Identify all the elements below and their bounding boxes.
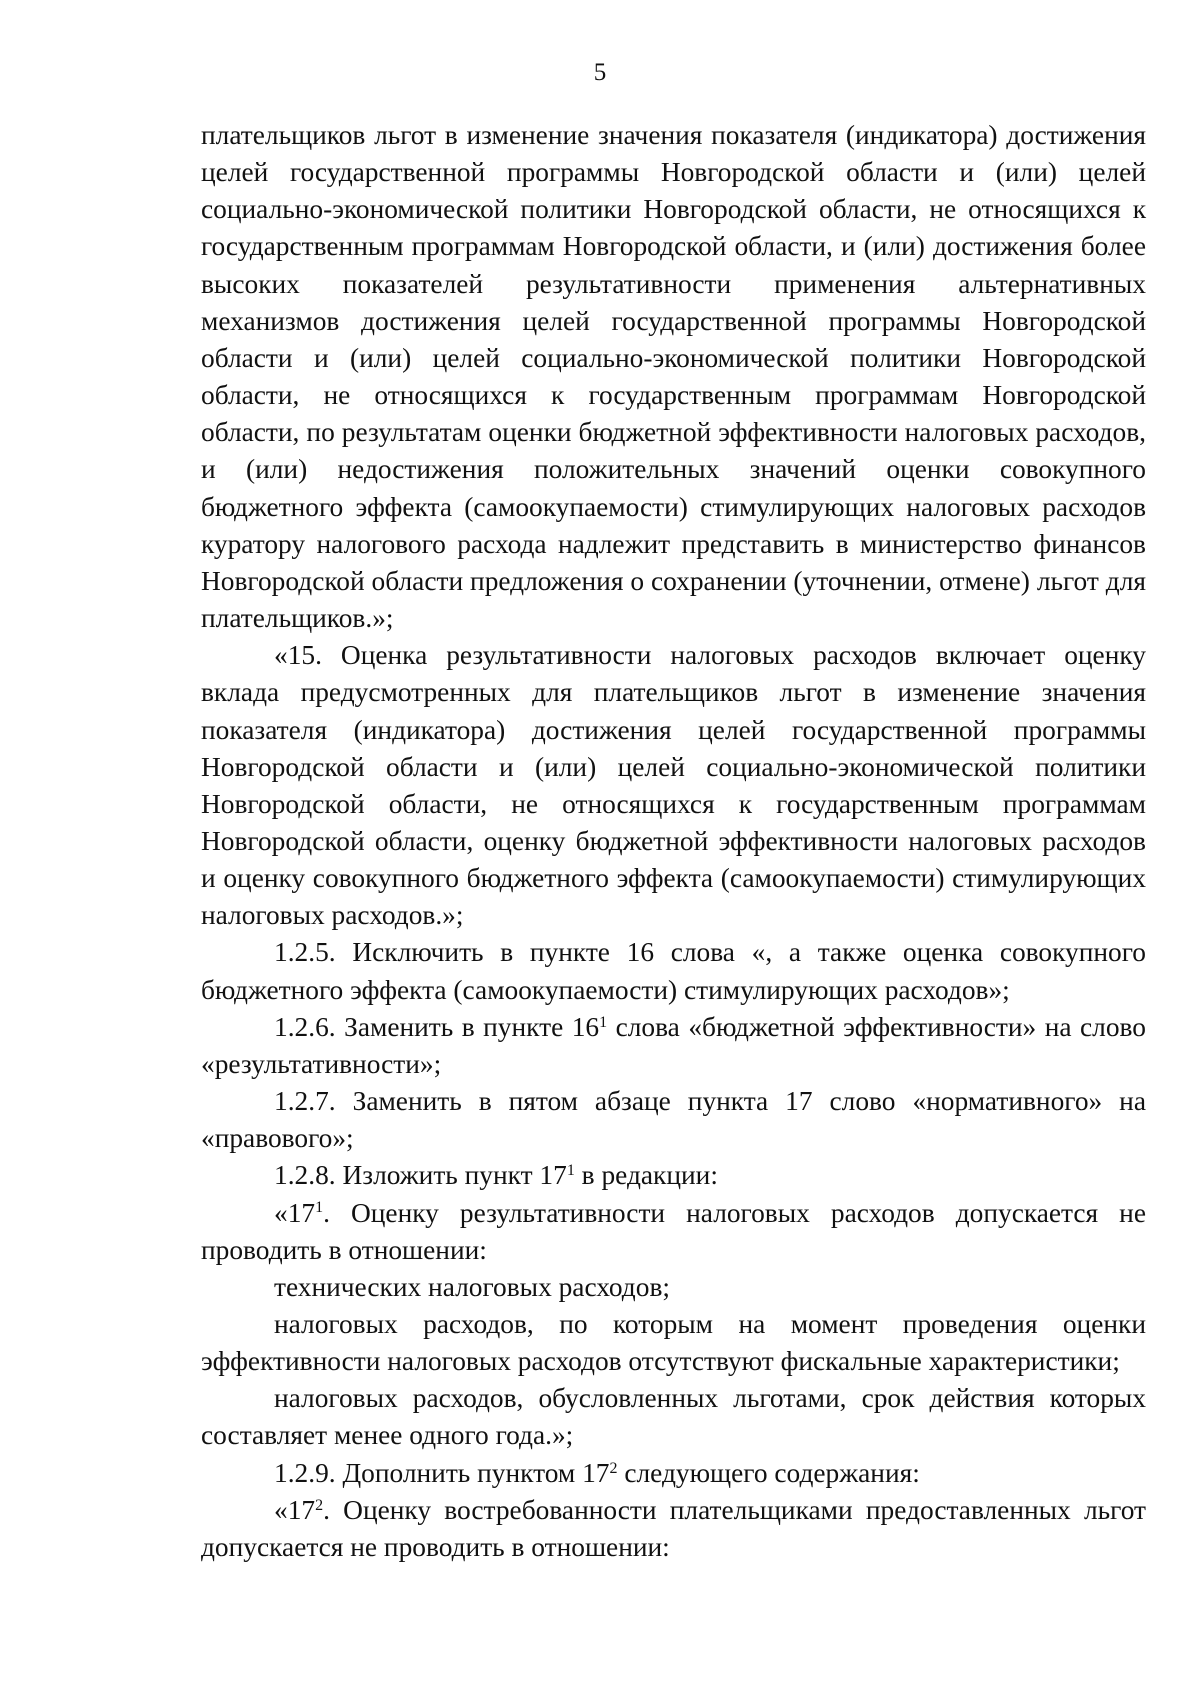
list-item-no-fiscal-characteristics: налоговых расходов, по которым на момент проведения оценки эффективности налоговых расходов отсутствуют фискальные характеристики; (201, 1309, 1146, 1377)
paragraph-item-17-2 (201, 1492, 1146, 1566)
paragraph-text-end: слова «бюджетной эффективности» на слово «результативности»; (201, 1011, 1146, 1079)
paragraph-text-end: . Оценку востребованности плательщиками предоставленных льгот допускается не проводить в отношении: (201, 1494, 1146, 1562)
paragraph-item-17-1 (201, 1195, 1146, 1269)
superscript: 1 (315, 1199, 324, 1217)
superscript: 2 (315, 1496, 324, 1514)
page-number: 5 (593, 59, 607, 86)
superscript: 1 (566, 1162, 575, 1180)
paragraph-1-2-9 (201, 1455, 1146, 1492)
superscript: 2 (609, 1459, 618, 1477)
paragraph-item-15: «15. Оценка результативности налоговых расходов включает оценку вклада предусмотренных для плательщиков льгот в изменение значения показателя (индикатора) достижения целей государственной программы Новгородской области и (или) целей социально-экономической политики Новгородской области, не относящихся к государственным программам Новгородской области, оценку бюджетной эффективности налоговых расходов и оценку совокупного бюджетного эффекта (самоокупаемости) стимулирующих налоговых расходов.»; (201, 640, 1146, 931)
document-body (201, 117, 1146, 1566)
paragraph-text-end: . Оценку результативности налоговых расходов допускается не проводить в отношении: (201, 1197, 1146, 1265)
paragraph-text-end: следующего содержания: (617, 1457, 920, 1488)
paragraph-text-end: в редакции: (574, 1160, 718, 1191)
superscript: 1 (599, 1013, 608, 1031)
paragraph-text-start: «17 (274, 1494, 316, 1525)
paragraph-text-start: «17 (274, 1197, 316, 1228)
paragraph-1-2-6 (201, 1009, 1146, 1083)
list-item-technical-expenses: технических налоговых расходов; (274, 1271, 670, 1302)
paragraph-text-start: 1.2.9. Дополнить пунктом 17 (274, 1457, 610, 1488)
paragraph-1-2-7: 1.2.7. Заменить в пятом абзаце пункта 17 слово «нормативного» на «правового»; (201, 1086, 1146, 1154)
paragraph-1-2-5: 1.2.5. Исключить в пункте 16 слова «, а также оценка совокупного бюджетного эффекта (самоокупаемости) стимулирующих расходов»; (201, 937, 1146, 1005)
paragraph-1-2-8 (201, 1157, 1146, 1194)
paragraph-continuation: плательщиков льгот в изменение значения показателя (индикатора) достижения целей государственной программы Новгородской области и (или) целей социально-экономической политики Новгородской области, не относящихся к государственным программам Новгородской области, и (или) достижения более высоких показателей результативности применения альтернативных механизмов достижения целей государственной программы Новгородской области и (или) целей социально-экономической политики Новгородской области, не относящихся к государственным программам Новгородской области, по результатам оценки бюджетной эффективности налоговых расходов, и (или) недостижения положительных значений оценки совокупного бюджетного эффекта (самоокупаемости) стимулирующих налоговых расходов куратору налогового расхода надлежит представить в министерство финансов Новгородской области предложения о сохранении (уточнении, отмене) льгот для плательщиков.»; (201, 120, 1146, 634)
list-item-short-term-benefits: налоговых расходов, обусловленных льготами, срок действия которых составляет менее одного года.»; (201, 1383, 1146, 1451)
paragraph-text-start: 1.2.6. Заменить в пункте 16 (274, 1011, 600, 1042)
paragraph-text-start: 1.2.8. Изложить пункт 17 (274, 1160, 567, 1191)
